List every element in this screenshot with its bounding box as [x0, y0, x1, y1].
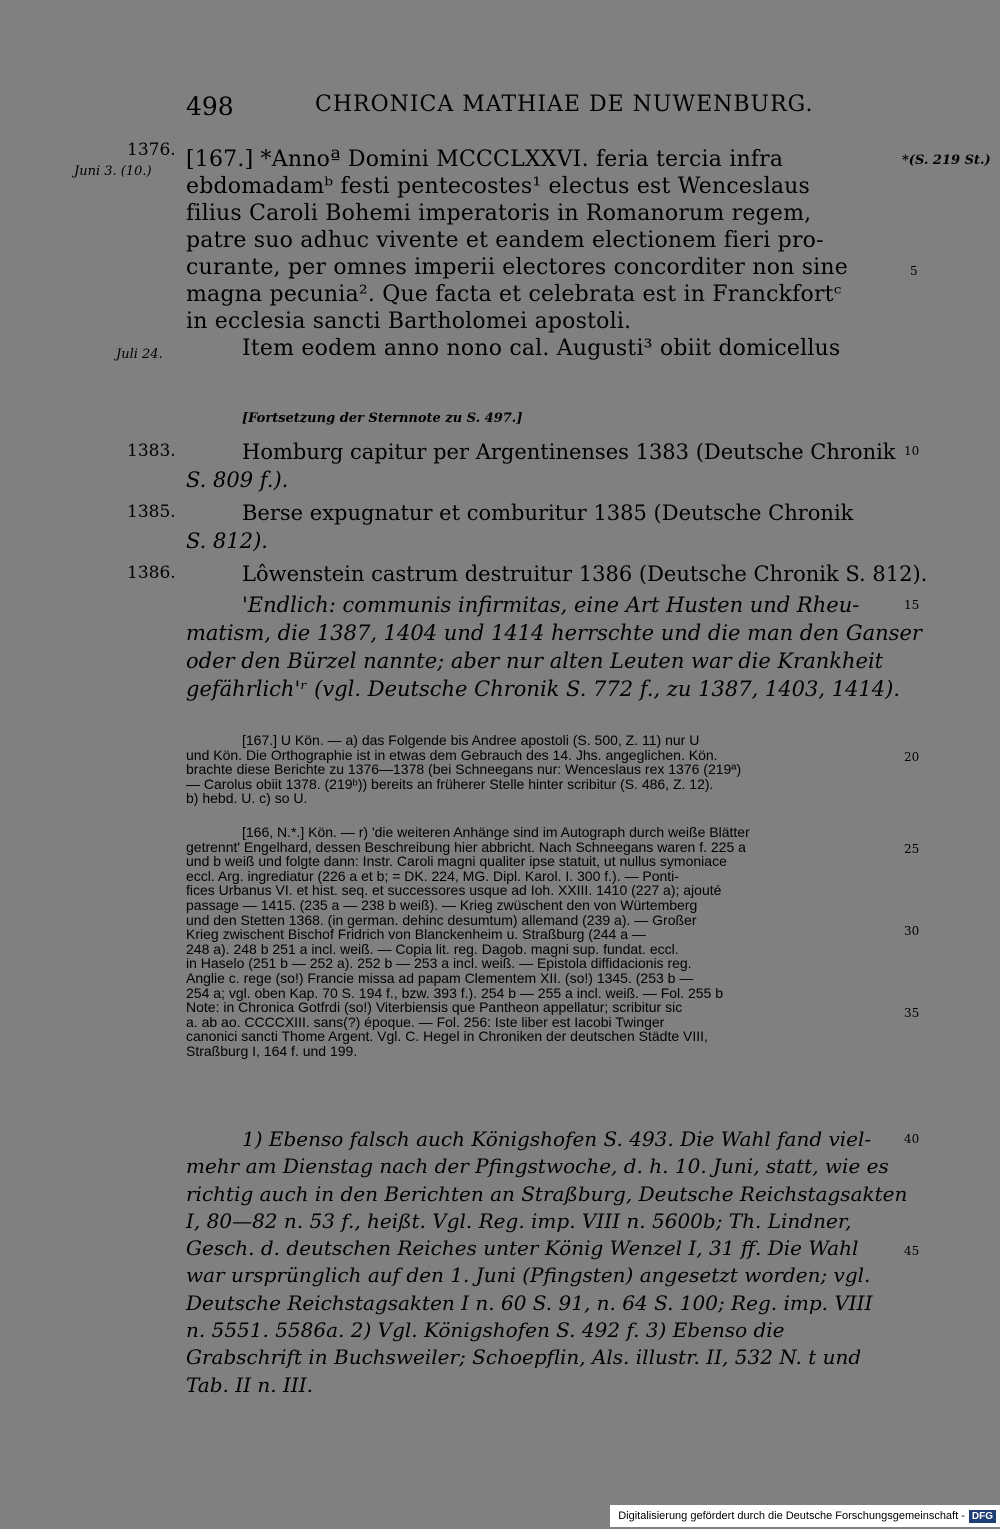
footnote-line: Deutsche Reichstagsakten I n. 60 S. 91, n. 64 S. 100; Reg. imp. VIII	[186, 1290, 873, 1315]
entry-line: Berse expugnatur et comburitur 1385 (Deutsche Chronik	[242, 501, 854, 525]
entry-year: 1386.	[127, 563, 176, 583]
footnote-line: Tab. II n. III.	[186, 1372, 314, 1397]
line-number: 30	[904, 924, 920, 938]
apparatus-line: canonici sancti Thome Argent. Vgl. C. Hegel in Chroniken der deutschen Städte VIII,	[186, 1028, 708, 1045]
apparatus-line: eccl. Arg. ingrediatur (226 a et b; = DK. 224, MG. Dipl. Karol. I. 300 f.). — Ponti-	[186, 867, 679, 884]
main-line: in ecclesia sancti Bartholomei apostoli.	[186, 309, 632, 334]
main-text	[186, 146, 848, 362]
apparatus-line: [167.] U Kön. — a) das Folgende bis Andree apostoli (S. 500, Z. 11) nur U	[242, 732, 700, 748]
entry-line: S. 812).	[186, 529, 268, 553]
main-line: magna pecunia². Que facta et celebrata est in Franckfortᶜ	[186, 282, 842, 307]
apparatus-block-1	[186, 733, 741, 806]
dfg-logo-icon: DFG	[969, 1510, 996, 1523]
footnote-line: mehr am Dienstag nach der Pfingstwoche, d. h. 10. Juni, statt, wie es	[186, 1154, 889, 1179]
running-title: CHRONICA MATHIAE DE NUWENBURG.	[315, 92, 814, 117]
apparatus-line: und den Stetten 1368. (in german. dehinc desumtum) allemand (239 a). — Großer	[186, 911, 697, 928]
endlich-line: oder den Bürzel nannte; aber nur alten Leuten war die Krankheit	[186, 649, 884, 673]
apparatus-block-2	[186, 825, 750, 1059]
line-number: 45	[904, 1244, 920, 1258]
margin-date-juli: Juli 24.	[116, 347, 163, 362]
apparatus-line: Krieg zwischent Bischof Fridrich von Blanckenheim u. Straßburg (244 a —	[186, 926, 646, 943]
main-line: Item eodem anno nono cal. Augusti³ obiit domicellus	[242, 336, 841, 361]
main-line: ebdomadamᵇ festi pentecostes¹ electus est Wenceslaus	[186, 174, 811, 199]
apparatus-line: getrennt' Engelhard, dessen Beschreibung hier abbricht. Nach Schneegans waren f. 225 a	[186, 838, 746, 855]
entry-year: 1383.	[127, 441, 176, 461]
main-line: patre suo adhuc vivente et eandem electionem fieri pro-	[186, 228, 824, 253]
entry-1383	[186, 438, 896, 494]
line-number: 5	[910, 264, 918, 278]
footnote-line: Grabschrift in Buchsweiler; Schoepflin, Als. illustr. II, 532 N. t und	[186, 1345, 862, 1370]
entry-1385	[186, 499, 853, 555]
footnote-line: I, 80—82 n. 53 f., heißt. Vgl. Reg. imp. VIII n. 5600b; Th. Lindner,	[186, 1208, 852, 1233]
main-line: filius Caroli Bohemi imperatoris in Romanorum regem,	[186, 201, 812, 226]
page-number: 498	[186, 92, 234, 121]
margin-date-juni: Juni 3. (10.)	[74, 164, 152, 179]
main-line: [167.] *Annoª Domini MCCCLXXVI. feria tercia infra	[186, 147, 784, 172]
footnote-line: 1) Ebenso falsch auch Königshofen S. 493. Die Wahl fand viel-	[242, 1127, 872, 1151]
line-number: 40	[904, 1132, 920, 1146]
apparatus-line: passage — 1415. (235 a — 238 b weiß). — Krieg zwüschent den von Würtemberg	[186, 896, 698, 913]
line-number: 35	[904, 1006, 920, 1020]
entry-line: Homburg capitur per Argentinenses 1383 (Deutsche Chronik	[242, 440, 896, 464]
apparatus-line: fices Urbanus VI. et hist. seq. et successores usque ad Ioh. XXIII. 1410 (227 a); ajouté	[186, 882, 722, 899]
entry-year: 1385.	[127, 502, 176, 522]
endlich-line: gefährlich'ʳ (vgl. Deutsche Chronik S. 772 f., zu 1387, 1403, 1414).	[186, 677, 901, 701]
apparatus-line: — Carolus obiit 1378. (219ᵇ)) bereits an früherer Stelle hinter scribitur (S. 486, Z. 12).	[186, 775, 714, 792]
endlich-line: 'Endlich: communis infirmitas, eine Art Husten und Rheu-	[242, 593, 860, 617]
line-number: 20	[904, 750, 920, 764]
apparatus-line: 254 a; vgl. oben Kap. 70 S. 194 f., bzw. 393 f.). 254 b — 255 a incl. weiß. — Fol. 255 b	[186, 984, 723, 1001]
margin-ref-219: *(S. 219 St.)	[902, 153, 991, 168]
line-number: 15	[904, 598, 920, 612]
apparatus-line: und b weiß und folgte dann: Instr. Caroli magni qualiter ipse statuit, ut nullus symoniace	[186, 853, 727, 870]
footnotes	[186, 1126, 907, 1399]
apparatus-line: Note: in Chronica Gotfrdi (so!) Viterbiensis que Pantheon appellatur; scribitur sic	[186, 999, 683, 1016]
line-number: 25	[904, 842, 920, 856]
apparatus-line: und Kön. Die Orthographie ist in etwas dem Gebrauch des 14. Jhs. angeglichen. Kön.	[186, 746, 718, 763]
endlich-paragraph	[186, 591, 922, 703]
apparatus-line: [166, N.*.] Kön. — r) 'die weiteren Anhänge sind im Autograph durch weiße Blätter	[242, 824, 750, 840]
footer-text: Digitalisierung gefördert durch die Deutsche Forschungsgemeinschaft -	[618, 1510, 965, 1522]
line-number: 10	[904, 444, 920, 458]
apparatus-line: b) hebd. U. c) so U.	[186, 790, 308, 807]
apparatus-line: Anglie c. rege (so!) Francie missa ad papam Clementem XII. (so!) 1345. (253 b —	[186, 969, 694, 986]
apparatus-line: in Haselo (251 b — 252 a). 252 b — 253 a incl. weiß. — Epistola diffidacionis reg.	[186, 955, 692, 972]
apparatus-line: 248 a). 248 b 251 a incl. weiß. — Copia lit. reg. Dagob. magni sup. fundat. eccl.	[186, 940, 679, 957]
footnote-line: n. 5551. 5586a. 2) Vgl. Königshofen S. 492 f. 3) Ebenso die	[186, 1318, 785, 1343]
continuation-title: [Fortsetzung der Sternnote zu S. 497.]	[242, 411, 523, 426]
margin-year-1376: 1376.	[127, 140, 176, 160]
apparatus-line: Straßburg I, 164 f. und 199.	[186, 1042, 358, 1059]
footnote-line: richtig auch in den Berichten an Straßburg, Deutsche Reichstagsakten	[186, 1181, 908, 1206]
entry-line: Lôwenstein castrum destruitur 1386 (Deutsche Chronik S. 812).	[242, 562, 928, 586]
footnote-line: Gesch. d. deutschen Reiches unter König Wenzel I, 31 ff. Die Wahl	[186, 1236, 859, 1261]
apparatus-line: brachte diese Berichte zu 1376—1378 (bei Schneegans nur: Wenceslaus rex 1376 (219ª)	[186, 761, 742, 778]
main-line: curante, per omnes imperii electores concorditer non sine	[186, 255, 849, 280]
apparatus-line: a. ab ao. CCCCXIII. sans(?) époque. — Fol. 256: Iste liber est Iacobi Twinger	[186, 1013, 665, 1030]
entry-1386	[186, 560, 927, 588]
entry-line: S. 809 f.).	[186, 468, 289, 492]
endlich-line: matism, die 1387, 1404 und 1414 herrschte und die man den Ganser	[186, 621, 922, 645]
footnote-line: war ursprünglich auf den 1. Juni (Pfingsten) angesetzt worden; vgl.	[186, 1263, 871, 1288]
footer-credit	[610, 1505, 1000, 1527]
